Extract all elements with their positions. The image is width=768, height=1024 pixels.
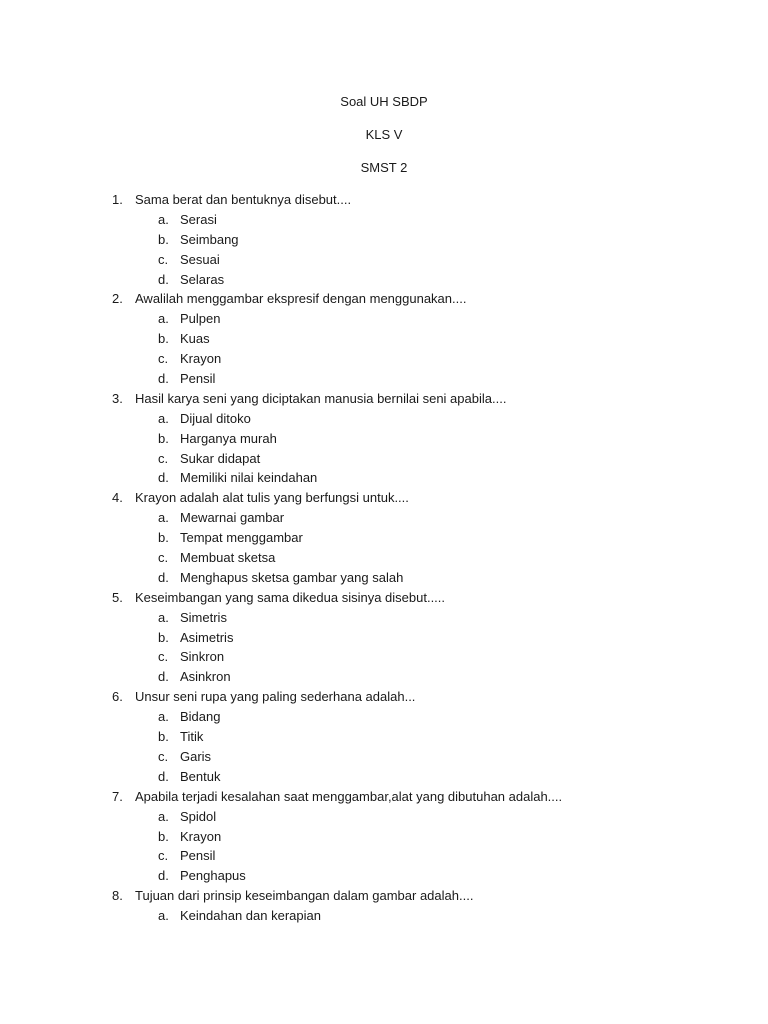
answer-option bbox=[0, 468, 768, 488]
question-text: Krayon adalah alat tulis yang berfungsi untuk.... bbox=[135, 490, 409, 506]
option-text: Garis bbox=[180, 748, 212, 764]
answer-option bbox=[0, 767, 768, 787]
question-item bbox=[0, 687, 768, 707]
answer-option bbox=[0, 270, 768, 290]
option-letter: a. bbox=[158, 510, 169, 526]
answer-option bbox=[0, 449, 768, 469]
option-text: Penghapus bbox=[180, 868, 246, 884]
option-text: Pensil bbox=[180, 371, 216, 387]
option-letter: d. bbox=[158, 768, 169, 784]
option-text: Kuas bbox=[180, 331, 210, 347]
answer-option bbox=[0, 548, 768, 568]
answer-option bbox=[0, 250, 768, 270]
answer-option bbox=[0, 528, 768, 548]
option-text: Membuat sketsa bbox=[180, 550, 276, 566]
answer-option bbox=[0, 369, 768, 389]
option-text: Titik bbox=[180, 729, 204, 745]
option-text: Sinkron bbox=[180, 649, 225, 665]
option-letter: a. bbox=[158, 211, 169, 227]
answer-option bbox=[0, 349, 768, 369]
question-text: Keseimbangan yang sama dikedua sisinya disebut..... bbox=[135, 589, 446, 605]
answer-option bbox=[0, 727, 768, 747]
option-text: Dijual ditoko bbox=[180, 410, 251, 426]
option-text: Memiliki nilai keindahan bbox=[180, 470, 318, 486]
option-text: Menghapus sketsa gambar yang salah bbox=[180, 569, 404, 585]
option-letter: c. bbox=[158, 848, 169, 864]
option-letter: b. bbox=[158, 530, 169, 546]
question-text: Apabila terjadi kesalahan saat menggambar,alat yang dibutuhan adalah.... bbox=[135, 788, 563, 804]
option-text: Bentuk bbox=[180, 768, 221, 784]
option-letter: d. bbox=[158, 271, 169, 287]
answer-option bbox=[0, 230, 768, 250]
answer-option bbox=[0, 309, 768, 329]
option-letter: a. bbox=[158, 609, 169, 625]
answer-option bbox=[0, 906, 768, 926]
question-number: 4. bbox=[112, 490, 123, 506]
question-item bbox=[0, 886, 768, 906]
option-letter: d. bbox=[158, 470, 169, 486]
option-text: Mewarnai gambar bbox=[180, 510, 285, 526]
answer-option bbox=[0, 667, 768, 687]
question-item bbox=[0, 787, 768, 807]
option-text: Spidol bbox=[180, 808, 217, 824]
option-letter: b. bbox=[158, 231, 169, 247]
option-letter: b. bbox=[158, 629, 169, 645]
semester-label: SMST 2 bbox=[360, 160, 408, 175]
question-number: 1. bbox=[112, 192, 123, 207]
answer-option bbox=[0, 807, 768, 827]
option-text: Pensil bbox=[180, 848, 216, 864]
answer-option bbox=[0, 866, 768, 886]
answer-option bbox=[0, 647, 768, 667]
class-label: KLS V bbox=[365, 127, 403, 142]
answer-option bbox=[0, 846, 768, 866]
answer-option bbox=[0, 707, 768, 727]
option-text: Simetris bbox=[180, 609, 227, 625]
option-text: Pulpen bbox=[180, 311, 221, 327]
option-text: Asimetris bbox=[180, 629, 234, 645]
answer-option bbox=[0, 628, 768, 648]
option-letter: b. bbox=[158, 331, 169, 347]
question-number: 2. bbox=[112, 291, 123, 307]
option-letter: b. bbox=[158, 430, 169, 446]
option-letter: a. bbox=[158, 410, 169, 426]
document-title: Soal UH SBDP bbox=[340, 94, 428, 109]
option-text: Keindahan dan kerapian bbox=[180, 908, 321, 924]
question-number: 8. bbox=[112, 888, 123, 904]
option-text: Bidang bbox=[180, 709, 221, 725]
option-letter: a. bbox=[158, 908, 169, 924]
question-item bbox=[0, 488, 768, 508]
question-number: 6. bbox=[112, 689, 123, 705]
question-text: Sama berat dan bentuknya disebut.... bbox=[135, 192, 352, 207]
option-letter: c. bbox=[158, 450, 169, 466]
question-item bbox=[0, 389, 768, 409]
question-number: 3. bbox=[112, 390, 123, 406]
option-letter: c. bbox=[158, 748, 169, 764]
option-letter: a. bbox=[158, 808, 169, 824]
option-text: Serasi bbox=[180, 211, 217, 227]
option-letter: a. bbox=[158, 311, 169, 327]
option-letter: d. bbox=[158, 371, 169, 387]
option-letter: d. bbox=[158, 669, 169, 685]
option-text: Harganya murah bbox=[180, 430, 277, 446]
option-letter: c. bbox=[158, 550, 169, 566]
answer-option bbox=[0, 429, 768, 449]
option-text: Sukar didapat bbox=[180, 450, 261, 466]
option-text: Asinkron bbox=[180, 669, 231, 685]
question-number: 5. bbox=[112, 589, 123, 605]
question-text: Awalilah menggambar ekspresif dengan menggunakan.... bbox=[135, 291, 467, 307]
answer-option bbox=[0, 210, 768, 230]
answer-option bbox=[0, 747, 768, 767]
question-number: 7. bbox=[112, 788, 123, 804]
option-letter: d. bbox=[158, 868, 169, 884]
option-letter: b. bbox=[158, 828, 169, 844]
option-text: Krayon bbox=[180, 828, 222, 844]
question-item bbox=[0, 588, 768, 608]
option-text: Tempat menggambar bbox=[180, 530, 303, 546]
option-letter: c. bbox=[158, 251, 169, 267]
answer-option bbox=[0, 409, 768, 429]
answer-option bbox=[0, 568, 768, 588]
option-letter: c. bbox=[158, 649, 169, 665]
question-item bbox=[0, 190, 768, 210]
answer-option bbox=[0, 329, 768, 349]
option-text: Seimbang bbox=[180, 231, 239, 247]
answer-option bbox=[0, 508, 768, 528]
question-text: Unsur seni rupa yang paling sederhana adalah... bbox=[135, 689, 416, 705]
answer-option bbox=[0, 608, 768, 628]
question-text: Hasil karya seni yang diciptakan manusia bernilai seni apabila.... bbox=[135, 390, 507, 406]
option-text: Selaras bbox=[180, 271, 225, 287]
question-item bbox=[0, 289, 768, 309]
option-letter: b. bbox=[158, 729, 169, 745]
answer-option bbox=[0, 827, 768, 847]
question-text: Tujuan dari prinsip keseimbangan dalam gambar adalah.... bbox=[135, 888, 474, 904]
option-letter: c. bbox=[158, 351, 169, 367]
option-text: Krayon bbox=[180, 351, 222, 367]
option-letter: a. bbox=[158, 709, 169, 725]
option-letter: d. bbox=[158, 569, 169, 585]
option-text: Sesuai bbox=[180, 251, 220, 267]
question-list bbox=[0, 190, 768, 926]
